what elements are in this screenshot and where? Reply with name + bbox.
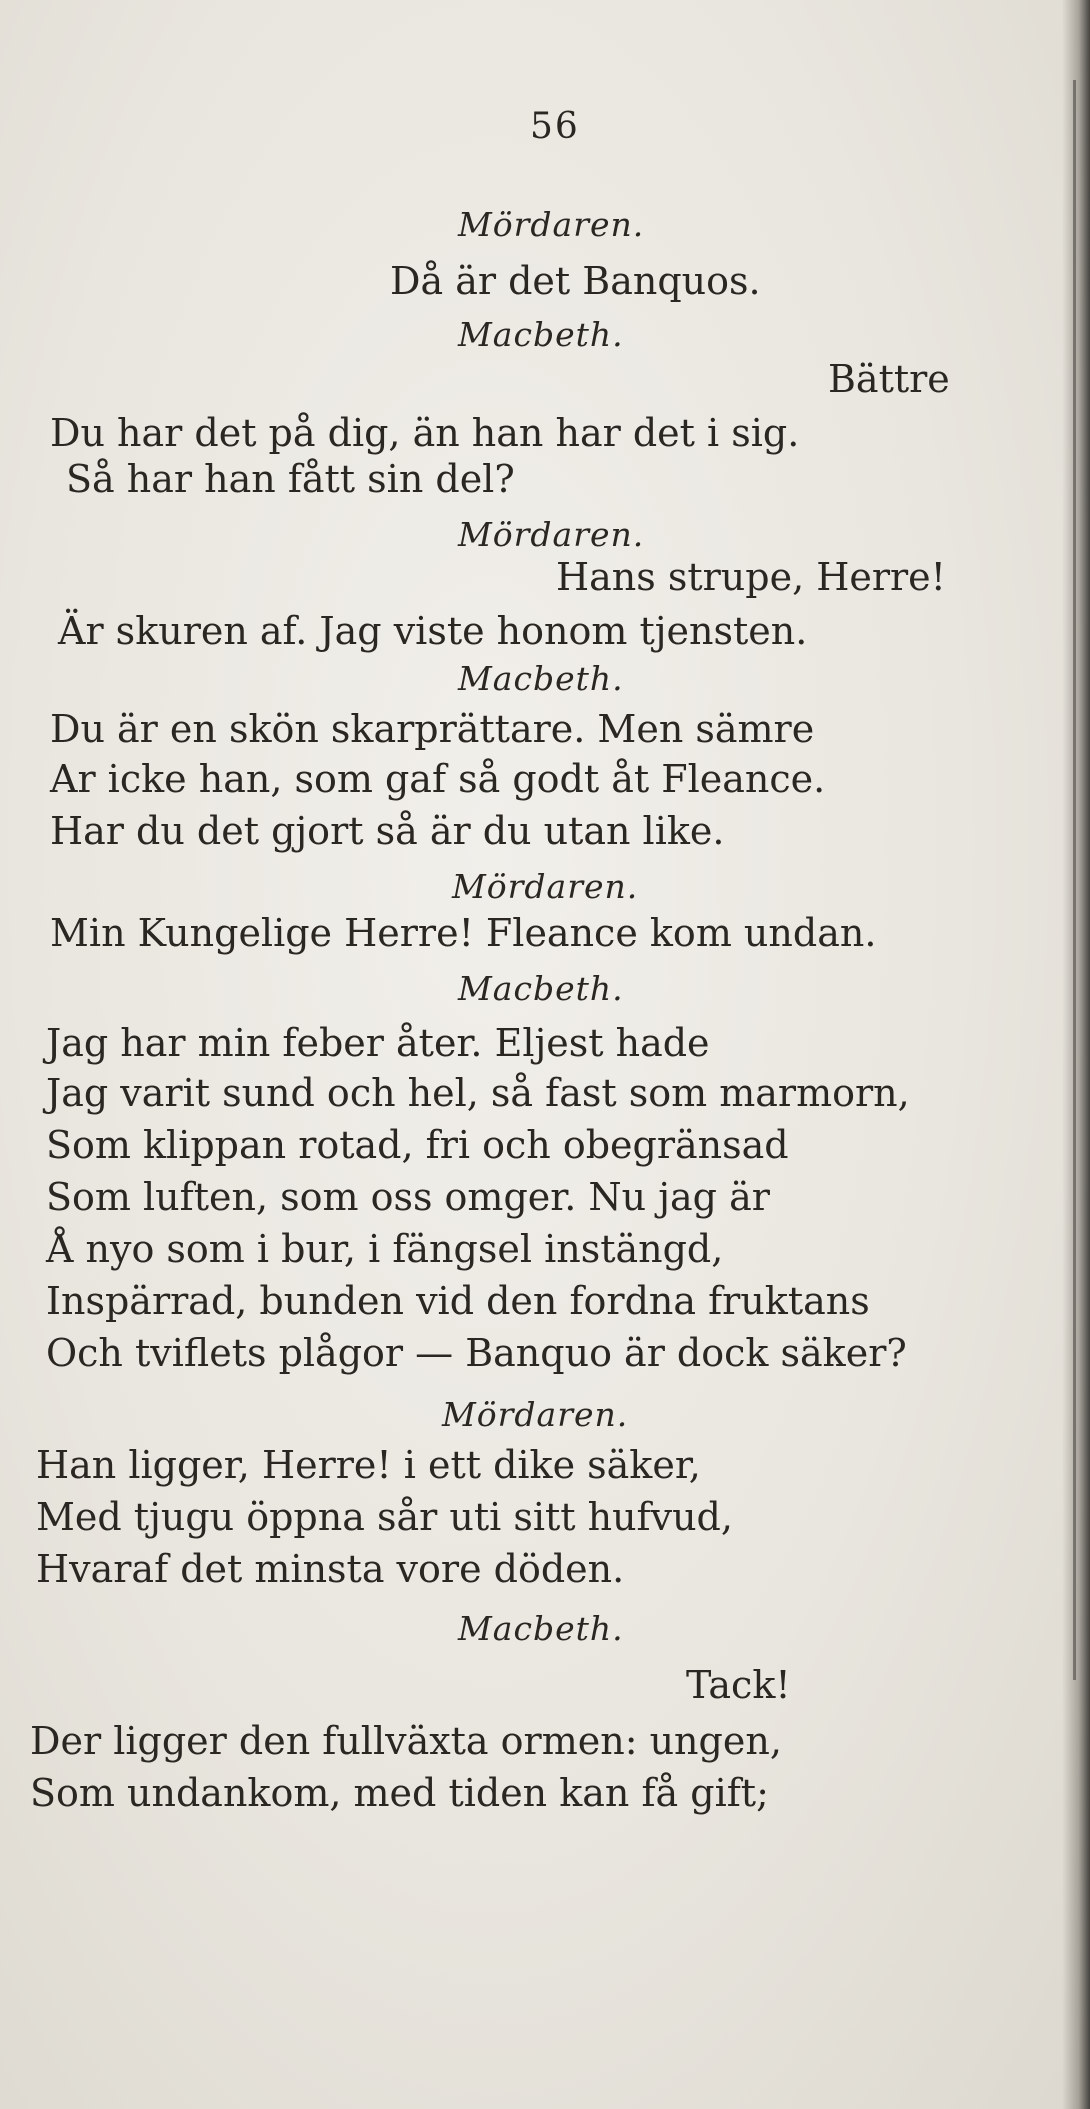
verse-line: Är skuren af. Jag viste honom tjensten. <box>58 609 808 653</box>
verse-line: Jag har min feber åter. Eljest hade <box>46 1021 710 1065</box>
speaker-macbeth: Macbeth. <box>458 659 624 698</box>
verse-line: Å nyo som i bur, i fängsel instängd, <box>46 1227 724 1271</box>
verse-line: Du är en skön skarprättare. Men sämre <box>50 707 815 751</box>
speaker-murderer: Mördaren. <box>458 515 645 554</box>
verse-line: Der ligger den fullväxta ormen: ungen, <box>30 1719 782 1763</box>
verse-line: Bättre <box>828 357 950 401</box>
verse-line: Jag varit sund och hel, så fast som marmorn, <box>46 1071 910 1115</box>
speaker-macbeth: Macbeth. <box>458 1609 624 1648</box>
verse-line: Som klippan rotad, fri och obegränsad <box>46 1123 789 1167</box>
verse-line: Har du det gjort så är du utan like. <box>50 809 725 853</box>
verse-line: Inspärrad, bunden vid den fordna fruktans <box>46 1279 870 1323</box>
verse-line: Du har det på dig, än han har det i sig. <box>50 411 800 455</box>
speaker-murderer: Mördaren. <box>452 867 639 906</box>
verse-line: Min Kungelige Herre! Fleance kom undan. <box>50 911 877 955</box>
verse-line: Då är det Banquos. <box>390 259 761 303</box>
speaker-macbeth: Macbeth. <box>458 969 624 1008</box>
verse-line: Som undankom, med tiden kan få gift; <box>30 1771 769 1815</box>
verse-line: Tack! <box>686 1663 791 1707</box>
verse-line: Så har han fått sin del? <box>66 457 515 501</box>
speaker-murderer: Mördaren. <box>442 1395 629 1434</box>
verse-line: Med tjugu öppna sår uti sitt hufvud, <box>36 1495 733 1539</box>
page-edge-line <box>1073 80 1076 1680</box>
page-edge-shadow <box>1062 0 1090 2109</box>
verse-line: Hvaraf det minsta vore döden. <box>36 1547 625 1591</box>
verse-line: Och tviflets plågor — Banquo är dock säker? <box>46 1331 907 1375</box>
verse-line: Ar icke han, som gaf så godt åt Fleance. <box>50 757 826 801</box>
verse-line: Han ligger, Herre! i ett dike säker, <box>36 1443 701 1487</box>
page-number: 56 <box>530 106 580 147</box>
verse-line: Som luften, som oss omger. Nu jag är <box>46 1175 770 1219</box>
speaker-murderer: Mördaren. <box>458 205 645 244</box>
verse-line: Hans strupe, Herre! <box>556 555 946 599</box>
speaker-macbeth: Macbeth. <box>458 315 624 354</box>
